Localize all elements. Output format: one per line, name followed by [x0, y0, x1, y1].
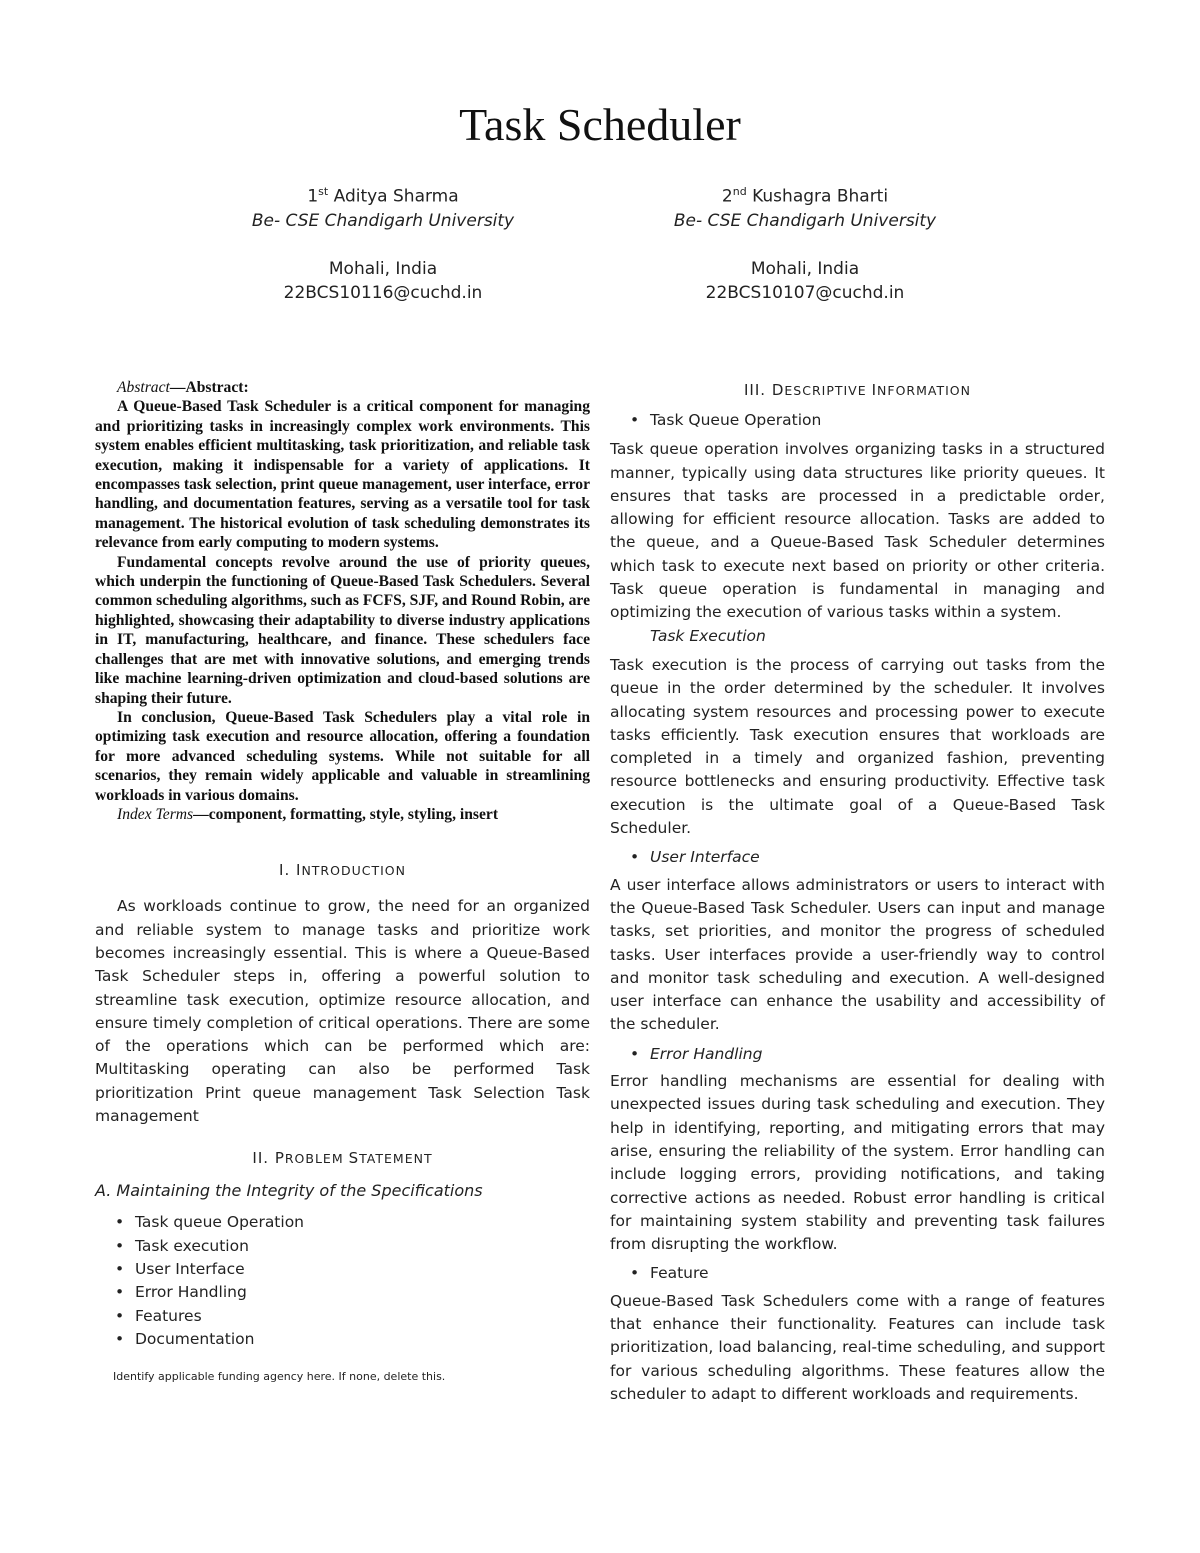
topic-task-execution: Task Execution	[650, 626, 766, 645]
list-item: • Task queue Operation	[113, 1211, 590, 1234]
subsection-heading: A. Maintaining the Integrity of the Specifications	[95, 1181, 483, 1201]
right-column	[610, 378, 1105, 1406]
error-handling-text: Error handling mechanisms are essential for dealing with unexpected issues during task scheduling and execution. They help in identifying, reporting, and mitigating errors that may arise, ensuring the reliability of the system. Error handling can include logging errors, providing notifications, and taking corrective actions as needed. Robust error handling is critical for maintaining system stability and preventing task failures from disrupting the workflow.	[610, 1072, 1105, 1254]
author-block-2	[595, 180, 1015, 305]
left-column	[95, 378, 590, 1385]
topic-feature: • Feature	[628, 1262, 1105, 1285]
author-block-1	[173, 180, 593, 305]
list-item: • Task execution	[113, 1235, 590, 1258]
author-location: Mohali, India	[750, 258, 860, 279]
author-email: 22BCS10107@cuchd.in	[705, 282, 905, 303]
section-heading-introduction: I. INTRODUCTION	[279, 861, 406, 880]
abstract-paragraph: In conclusion, Queue-Based Task Schedulers play a vital role in optimizing task execution and resource allocation, offering a foundation for more advanced scheduling systems. While not suitable for all scenarios, they remain widely applicable and valuable in streamlining workloads in various domains.	[95, 708, 590, 804]
author-affiliation: Be- CSE Chandigarh University	[673, 210, 937, 231]
list-item: • Documentation	[113, 1328, 590, 1351]
abstract-paragraph: Fundamental concepts revolve around the use of priority queues, which underpin the functioning of Queue-Based Task Schedulers. Several common scheduling algorithms, such as FCFS, SJF, and Round Robin, are highlighted, showcasing their adaptability to diverse industry applications in IT, manufacturing, healthcare, and finance. These schedulers face challenges that are met with innovative solutions, and emerging trends like machine learning-driven optimization and cloud-based solutions are shaping their future.	[95, 553, 590, 707]
abstract: Abstract—Abstract: A Queue-Based Task Scheduler is a critical component for managing and prioritizing tasks in increasingly complex work environments. This system enables efficient multitasking, task prioritization, and reliable task execution, making it indispensable for a variety of applications. It encompasses task selection, print queue management, user interface, error handling, and documentation features, serving as a versatile tool for task management. The historical evolution of task scheduling demonstrates its relevance from early computing to modern systems. Fundamental concepts revolve around the use of priority queues, which underpin the functioning of Queue-Based Task Schedulers. Several common scheduling algorithms, such as FCFS, SJF, and Round Robin, are highlighted, showcasing their adaptability to diverse industry applications in IT, manufacturing, healthcare, and finance. These schedulers face challenges that are met with innovative solutions, and emerging trends like machine learning-driven optimization and cloud-based solutions are shaping their future. In conclusion, Queue-Based Task Schedulers play a vital role in optimizing task execution and resource allocation, offering a foundation for more advanced scheduling systems. While not suitable for all scenarios, they remain widely applicable and valuable in streamlining workloads in various domains. Index Terms—component, formatting, style, styling, insert	[95, 379, 590, 823]
author-location: Mohali, India	[328, 258, 438, 279]
topic-error-handling: • Error Handling	[628, 1043, 1105, 1066]
user-interface-text: A user interface allows administrators or users to interact with the Queue-Based Task Scheduler. Users can input and manage tasks, set priorities, and monitor the progress of scheduled tasks. User interfaces provide a user-friendly way to control and monitor task scheduling and execution. A well-designed user interface can enhance the usability and accessibility of the scheduler.	[610, 875, 1105, 1034]
introduction-text: As workloads continue to grow, the need for an organized and reliable system to manage tasks and prioritize work becomes increasingly essential. This is where a Queue-Based Task Scheduler steps in, offering a powerful solution to streamline task execution, optimize resource allocation, and ensure timely completion of critical operations. There are some of the operations which can be performed which are: Multitasking operating can also be performed Task prioritization Print queue management Task Selection Task management	[95, 897, 590, 1126]
author-affiliation: Be- CSE Chandigarh University	[251, 210, 515, 231]
task-execution-text: Task execution is the process of carrying out tasks from the queue in the order determined by the scheduler. It involves allocating system resources and processing power to execute tasks efficiently. Task execution ensures that workloads are completed in a timely and organized fashion, preventing resource bottlenecks and ensuring productivity. Effective task execution is the ultimate goal of a Queue-Based Task Scheduler.	[610, 655, 1105, 838]
abstract-label: Abstract	[117, 379, 170, 396]
paper-title: Task Scheduler	[459, 99, 741, 150]
feature-text: Queue-Based Task Schedulers come with a range of features that enhance their functionality. Features can include task prioritization, load balancing, real-time scheduling, and support for various scheduling algorithms. These features allow the scheduler to adapt to different workloads and requirements.	[610, 1291, 1105, 1403]
author-email: 22BCS10116@cuchd.in	[283, 282, 483, 303]
author-name: 2nd Kushagra Bharti	[721, 185, 889, 207]
topic-user-interface: • User Interface	[628, 846, 1105, 869]
abstract-paragraph: A Queue-Based Task Scheduler is a critical component for managing and prioritizing tasks in increasingly complex work environments. This system enables efficient multitasking, task prioritization, and reliable task execution, making it indispensable for a variety of applications. It encompasses task selection, print queue management, user interface, error handling, and documentation features, serving as a versatile tool for task management. The historical evolution of task scheduling demonstrates its relevance from early computing to modern systems.	[95, 398, 590, 552]
list-item: • Error Handling	[113, 1281, 590, 1304]
list-item: • User Interface	[113, 1258, 590, 1281]
author-name: 1st Aditya Sharma	[307, 185, 459, 207]
index-terms: Index Terms—component, formatting, style, styling, insert	[117, 805, 499, 823]
section-heading-descriptive-information: III. DESCRIPTIVE INFORMATION	[744, 381, 971, 399]
topic-task-queue-operation: • Task Queue Operation	[628, 409, 1105, 432]
problem-list	[95, 1211, 590, 1351]
section-heading-problem-statement: II. PROBLEM STATEMENT	[252, 1149, 433, 1168]
abstract-heading: Abstract:	[185, 379, 249, 396]
list-item: • Features	[113, 1305, 590, 1328]
task-queue-text: Task queue operation involves organizing tasks in a structured manner, typically using data structures like priority queues. It ensures that tasks are processed in a predictable order, allowing for efficient resource allocation. Tasks are added to the queue, and a Queue-Based Task Scheduler determines which task to execute next based on priority or other criteria. Task queue operation is fundamental in managing and optimizing the execution of various tasks within a system.	[610, 440, 1105, 622]
footnote: Identify applicable funding agency here. If none, delete this.	[113, 1370, 446, 1384]
